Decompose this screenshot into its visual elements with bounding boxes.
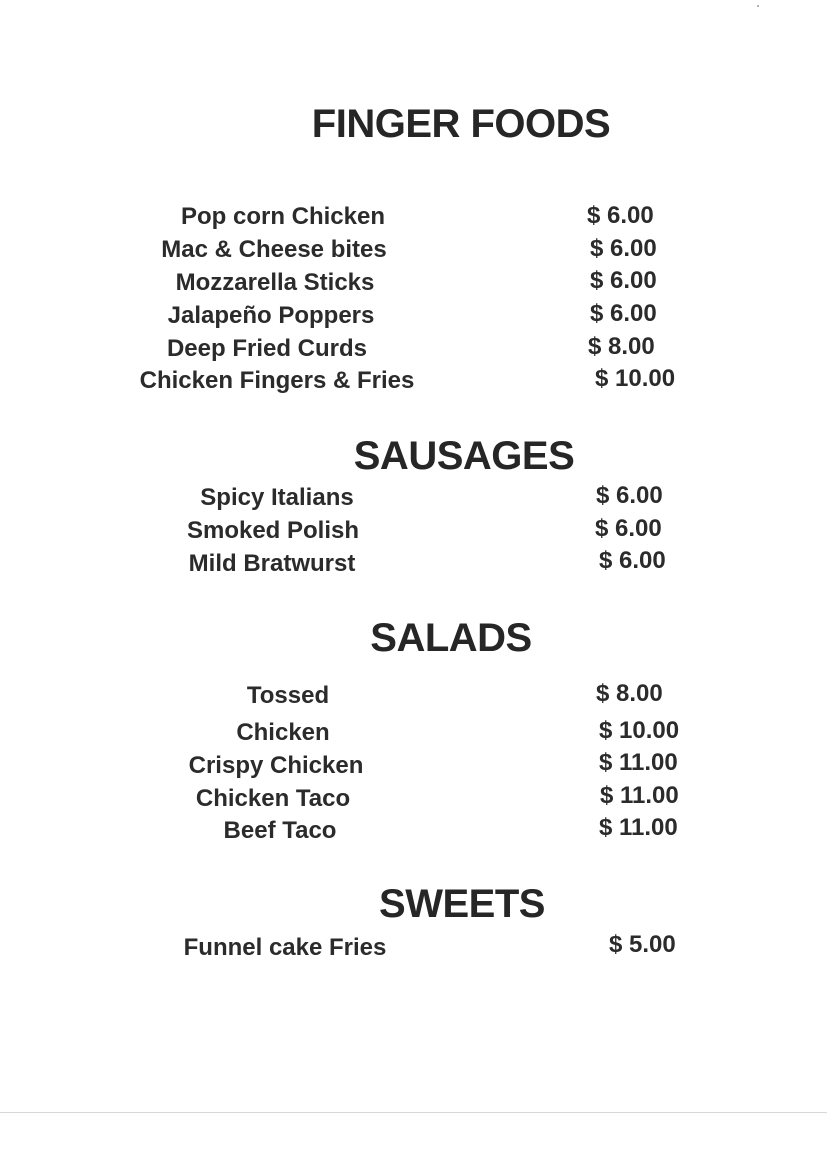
menu-item-name: Mozzarella Sticks bbox=[175, 269, 375, 296]
menu-item-name: Jalapeño Poppers bbox=[167, 302, 375, 329]
menu-item-price: $ 11.00 bbox=[599, 814, 678, 841]
menu-item-name: Mac & Cheese bites bbox=[161, 236, 387, 263]
menu-item-name: Crispy Chicken bbox=[188, 752, 364, 779]
menu-item-price: $ 11.00 bbox=[600, 782, 679, 809]
menu-item-name: Chicken Fingers & Fries bbox=[139, 367, 415, 394]
menu-item-price: $ 6.00 bbox=[590, 300, 657, 327]
scan-speck bbox=[757, 5, 759, 7]
menu-item-name: Mild Bratwurst bbox=[188, 550, 356, 577]
menu-item-price: $ 8.00 bbox=[596, 680, 663, 707]
menu-item-price: $ 6.00 bbox=[590, 267, 657, 294]
menu-item-name: Smoked Polish bbox=[186, 517, 360, 544]
section-title-sausages: SAUSAGES bbox=[353, 434, 575, 478]
menu-item-price: $ 10.00 bbox=[595, 365, 676, 392]
menu-item-name: Funnel cake Fries bbox=[183, 934, 387, 961]
menu-item-name: Spicy Italians bbox=[200, 484, 354, 511]
menu-item-price: $ 6.00 bbox=[596, 482, 663, 509]
menu-item-price: $ 5.00 bbox=[609, 931, 676, 958]
section-title-salads: SALADS bbox=[370, 616, 532, 660]
menu-item-name: Chicken Taco bbox=[195, 785, 351, 812]
menu-item-name: Pop corn Chicken bbox=[180, 203, 386, 230]
menu-item-name: Chicken bbox=[236, 719, 330, 746]
menu-item-price: $ 6.00 bbox=[587, 202, 654, 229]
menu-item-name: Beef Taco bbox=[223, 817, 337, 844]
menu-item-name: Tossed bbox=[246, 682, 330, 709]
menu-item-price: $ 11.00 bbox=[599, 749, 678, 776]
section-title-sweets: SWEETS bbox=[379, 882, 545, 926]
menu-item-price: $ 6.00 bbox=[595, 515, 662, 542]
menu-item-price: $ 6.00 bbox=[599, 547, 666, 574]
section-title-finger-foods: FINGER FOODS bbox=[311, 102, 611, 146]
menu-item-price: $ 8.00 bbox=[588, 333, 655, 360]
scan-edge-line bbox=[0, 1112, 827, 1113]
menu-item-price: $ 6.00 bbox=[590, 235, 657, 262]
menu-item-name: Deep Fried Curds bbox=[166, 335, 368, 362]
menu-item-price: $ 10.00 bbox=[599, 717, 680, 744]
